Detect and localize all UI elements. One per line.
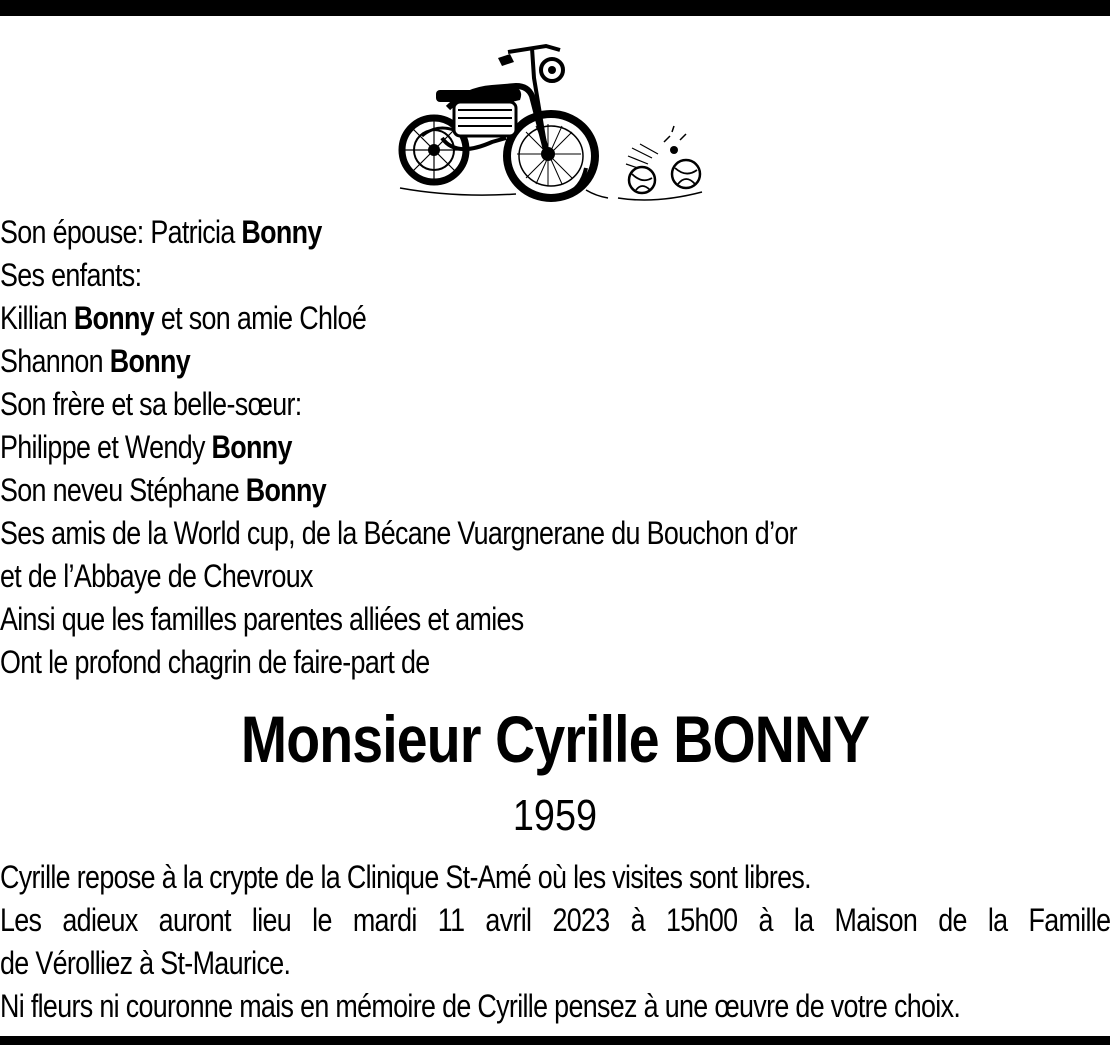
- notice-word: lieu: [251, 902, 292, 938]
- notice-line-4: Ni fleurs ni couronne mais en mémoire de Cyrille pensez à une œuvre de votre choix.: [0, 988, 961, 1024]
- notice-word: la: [793, 902, 814, 938]
- family-line: Ses enfants:: [0, 257, 142, 293]
- bottom-border-rule: [0, 1036, 1110, 1045]
- petanque-balls-icon: [618, 126, 702, 200]
- notice-word: le: [312, 902, 332, 938]
- front-wheel-icon: [507, 114, 595, 198]
- family-line: Shannon Bonny: [0, 343, 190, 379]
- birth-year-text: 1959: [512, 791, 598, 840]
- notice-word: auront: [158, 902, 231, 938]
- family-line: et de l’Abbaye de Chevroux: [0, 558, 313, 594]
- family-line: Ses amis de la World cup, de la Bécane Vuargnerane du Bouchon d’or: [0, 515, 797, 551]
- deceased-name-text: Monsieur Cyrille BONNY: [240, 702, 870, 776]
- notice-word: mardi: [352, 902, 417, 938]
- notice-word: 2023: [552, 902, 610, 938]
- notice-word: Les: [0, 902, 42, 938]
- family-line: Son épouse: Patricia Bonny: [0, 214, 322, 250]
- notice-line-3: de Vérolliez à St-Maurice.: [0, 945, 291, 981]
- notice-word: Famille: [1028, 902, 1110, 938]
- notice-word: Maison: [834, 902, 918, 938]
- notice-line-1: Cyrille repose à la crypte de la Clinique St-Amé où les visites sont libres.: [0, 859, 811, 895]
- birth-year: [0, 788, 1110, 844]
- notice-word: adieux: [62, 902, 138, 938]
- notice-word: la: [987, 902, 1008, 938]
- top-border-rule: [0, 0, 1110, 16]
- family-line: Killian Bonny et son amie Chloé: [0, 300, 367, 336]
- family-line: Son frère et sa belle-sœur:: [0, 386, 302, 422]
- notice-word: de: [938, 902, 967, 938]
- family-list: [0, 211, 1110, 684]
- motorcycle-icon: [396, 38, 716, 208]
- family-line: Philippe et Wendy Bonny: [0, 429, 292, 465]
- notice-word: à: [630, 902, 645, 938]
- notice-word: 11: [437, 902, 465, 938]
- notice-line-2: [0, 899, 1110, 942]
- deceased-name-heading: [0, 700, 1110, 778]
- funeral-notice: [0, 856, 1110, 1028]
- notice-word: avril: [485, 902, 532, 938]
- notice-word: 15h00: [666, 902, 738, 938]
- family-line: Ont le profond chagrin de faire-part de: [0, 644, 430, 680]
- notice-word: à: [758, 902, 773, 938]
- family-line: Ainsi que les familles parentes alliées et amies: [0, 601, 524, 637]
- family-line: Son neveu Stéphane Bonny: [0, 472, 327, 508]
